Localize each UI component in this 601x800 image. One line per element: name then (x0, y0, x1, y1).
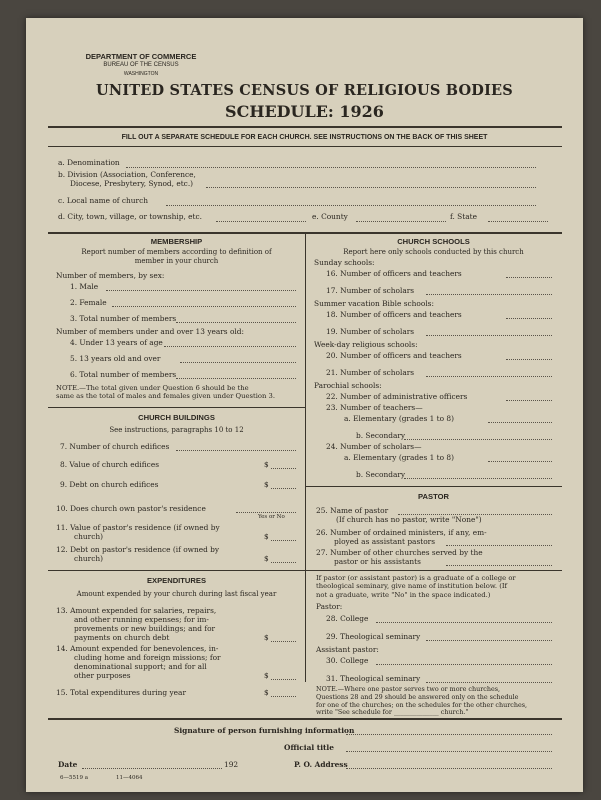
pastor-name-label: 25. Name of pastor (316, 506, 389, 515)
q23b-field[interactable] (404, 439, 552, 440)
local-name-field[interactable] (166, 205, 536, 206)
department-name: DEPARTMENT OF COMMERCE (85, 52, 197, 61)
q27-label-2: pastor or his assistants (334, 557, 421, 566)
total-members-age-label: 6. Total number of members (70, 370, 177, 379)
q23a-label: a. Elementary (grades 1 to 8) (344, 414, 455, 423)
q14-line-2: cluding home and foreign missions; for (74, 653, 221, 662)
q30-field[interactable] (376, 664, 552, 665)
q26-field[interactable] (446, 545, 552, 546)
q14-field[interactable] (271, 679, 296, 680)
summer-label: Summer vacation Bible schools: (314, 299, 434, 308)
q26-label-1: 26. Number of ordained ministers, if any, em- (316, 528, 487, 537)
over-13-field[interactable] (180, 362, 296, 363)
graduate-instructions (316, 574, 560, 599)
q22-label: 22. Number of administrative officers (326, 392, 468, 401)
residence-debt-field[interactable] (271, 562, 296, 563)
membership-sub-1: Report number of members according to definition of (81, 248, 272, 256)
bureau-name: BUREAU OF THE CENSUS (103, 62, 179, 68)
female-label: 2. Female (70, 298, 107, 307)
division-label-2: Diocese, Presbytery, Synod, etc.) (70, 179, 194, 188)
edifices-debt-dollar: $ (264, 480, 269, 489)
header-rule (48, 126, 562, 128)
q28-label: 28. College (326, 614, 369, 623)
q20-field[interactable] (506, 359, 552, 360)
q20-label: 20. Number of officers and teachers (326, 351, 462, 360)
q23a-field[interactable] (488, 422, 552, 423)
po-address-label: P. O. Address (294, 760, 348, 769)
q30-label: 30. College (326, 656, 369, 665)
q27-label-1: 27. Number of other churches served by the (316, 548, 483, 557)
parochial-label: Parochial schools: (314, 381, 382, 390)
q15-field[interactable] (271, 696, 296, 697)
total-members-label: 3. Total number of members (70, 314, 177, 323)
q13-line-3: provements or new buildings; and for (74, 624, 216, 633)
edifices-debt-field[interactable] (271, 488, 296, 489)
q13-line-4: payments on church debt (74, 633, 170, 642)
q13-dollar: $ (264, 633, 269, 642)
pastor-note-2: Questions 28 and 29 should be answered only on the schedule (316, 692, 519, 701)
pastor-note-3: for one of the churches; on the schedules for the other churches, (316, 700, 528, 709)
footer-top-rule (48, 718, 562, 720)
q13-line-1: 13. Amount expended for salaries, repairs, (56, 606, 217, 615)
county-label: e. County (312, 212, 348, 221)
residence-debt-label-2: church) (74, 554, 103, 563)
membership-note (56, 384, 301, 401)
form-number: 6—5519 a (60, 775, 89, 781)
q14-line-4: other purposes (74, 671, 131, 680)
residence-debt-dollar: $ (264, 554, 269, 563)
q24-label: 24. Number of scholars— (326, 442, 422, 451)
pastor-note (316, 686, 560, 717)
pastor-title: PASTOR (418, 492, 449, 501)
yes-no-hint: Yes or No (258, 514, 285, 520)
q14-dollar: $ (264, 671, 269, 680)
membership-sub-2: member in your church (134, 257, 219, 265)
division-field[interactable] (206, 187, 536, 188)
q21-label: 21. Number of scholars (326, 368, 415, 377)
sunday-label: Sunday schools: (314, 258, 375, 267)
edifices-debt-label: 9. Debt on church edifices (60, 480, 159, 489)
membership-bottom-rule (48, 407, 305, 408)
q15-label: 15. Total expenditures during year (56, 688, 186, 697)
q29-field[interactable] (426, 640, 552, 641)
denomination-label: a. Denomination (58, 158, 120, 167)
q17-field[interactable] (426, 294, 552, 295)
city-label: d. City, town, village, or township, etc. (58, 212, 203, 221)
census-form-sheet (26, 18, 583, 792)
q28-field[interactable] (376, 622, 552, 623)
q21-field[interactable] (426, 376, 552, 377)
graduate-inst-2: theological seminary, give name of institution below. (If (316, 582, 508, 591)
edifices-value-field[interactable] (271, 468, 296, 469)
q13-field[interactable] (271, 641, 296, 642)
membership-note-2: same as the total of males and females given under Question 3. (56, 392, 275, 401)
po-address-field[interactable] (346, 768, 552, 769)
residence-value-label-2: church) (74, 532, 103, 541)
residence-value-label-1: 11. Value of pastor's residence (if owned by (56, 523, 220, 532)
pastor-note-1: NOTE.—Where one pastor serves two or more churches, (316, 685, 501, 693)
official-title-field[interactable] (346, 751, 552, 752)
assistant-pastor-label: Assistant pastor: (316, 645, 379, 654)
q24b-field[interactable] (404, 478, 552, 479)
q23b-label: b. Secondary (356, 431, 406, 440)
female-field[interactable] (112, 306, 296, 307)
date-label: Date (58, 760, 78, 769)
expenditures-sub: Amount expended by your church during last fiscal year (76, 590, 277, 598)
department-block (66, 52, 216, 79)
column-divider (305, 232, 306, 682)
graduate-inst-3: not a graduate, write "No" in the space indicated.) (316, 590, 491, 599)
schools-bottom-rule (305, 486, 562, 487)
q19-field[interactable] (426, 335, 552, 336)
total-members-age-field[interactable] (176, 378, 296, 379)
q19-label: 19. Number of scholars (326, 327, 415, 336)
weekday-label: Week-day religious schools: (314, 340, 418, 349)
local-name-label: c. Local name of church (58, 196, 148, 205)
print-number: 11—4064 (116, 775, 143, 781)
q16-field[interactable] (506, 277, 552, 278)
schools-sub: Report here only schools conducted by this church (343, 248, 524, 256)
signature-field[interactable] (346, 734, 552, 735)
q31-label: 31. Theological seminary (326, 674, 421, 683)
form-title: UNITED STATES CENSUS OF RELIGIOUS BODIES (96, 82, 513, 99)
q14-line-1: 14. Amount expended for benevolences, in- (56, 644, 219, 653)
instructions-rule (48, 146, 562, 147)
date-field[interactable] (82, 768, 222, 769)
division-label-1: b. Division (Association, Conference, (58, 170, 196, 179)
edifices-value-dollar: $ (264, 460, 269, 469)
date-year-prefix: 192 (224, 760, 239, 769)
q24a-label: a. Elementary (grades 1 to 8) (344, 453, 455, 462)
q22-field[interactable] (506, 400, 552, 401)
graduate-inst-1: If pastor (or assistant pastor) is a graduate of a college or (316, 574, 516, 582)
q18-field[interactable] (506, 318, 552, 319)
q31-field[interactable] (426, 682, 552, 683)
members-by-age-label: Number of members under and over 13 years old: (56, 327, 244, 336)
pastor-label: Pastor: (316, 602, 343, 611)
city-name: WASHINGTON (123, 71, 159, 77)
q18-label: 18. Number of officers and teachers (326, 310, 462, 319)
over-13-label: 5. 13 years old and over (70, 354, 161, 363)
q23-label: 23. Number of teachers— (326, 403, 423, 412)
state-label: f. State (450, 212, 477, 221)
under-13-label: 4. Under 13 years of age (70, 338, 163, 347)
q27-field[interactable] (446, 565, 552, 566)
edifices-count-field[interactable] (176, 450, 296, 451)
male-field[interactable] (106, 290, 296, 291)
pastor-note-4: write "See schedule for ______________ church." (316, 708, 469, 717)
membership-note-1: NOTE.—The total given under Question 6 should be the (56, 384, 249, 392)
signature-label: Signature of person furnishing information (174, 726, 355, 735)
owns-residence-label: 10. Does church own pastor's residence (56, 504, 206, 513)
male-label: 1. Male (70, 282, 99, 291)
fill-instructions: FILL OUT A SEPARATE SCHEDULE FOR EACH CHURCH. SEE INSTRUCTIONS ON THE BACK OF THIS SHEET (121, 134, 488, 141)
members-by-sex-label: Number of members, by sex: (56, 271, 165, 280)
residence-value-dollar: $ (264, 532, 269, 541)
q16-label: 16. Number of officers and teachers (326, 269, 462, 278)
buildings-bottom-rule (48, 570, 305, 571)
q17-label: 17. Number of scholars (326, 286, 415, 295)
schools-title: CHURCH SCHOOLS (397, 237, 470, 246)
state-field[interactable] (488, 221, 548, 222)
total-members-field[interactable] (176, 322, 296, 323)
q15-dollar: $ (264, 688, 269, 697)
denomination-field[interactable] (126, 167, 536, 168)
edifices-value-label: 8. Value of church edifices (60, 460, 159, 469)
q29-label: 29. Theological seminary (326, 632, 421, 641)
membership-title: MEMBERSHIP (150, 237, 203, 246)
residence-value-field[interactable] (271, 540, 296, 541)
edifices-count-label: 7. Number of church edifices (60, 442, 170, 451)
expenditures-title: EXPENDITURES (146, 576, 207, 585)
pastor-name-note: (If church has no pastor, write "None") (336, 515, 482, 524)
buildings-sub: See instructions, paragraphs 10 to 12 (109, 426, 244, 434)
residence-debt-label-1: 12. Debt on pastor's residence (if owned by (56, 545, 220, 554)
county-field[interactable] (356, 221, 446, 222)
official-title-label: Official title (284, 743, 334, 752)
buildings-title: CHURCH BUILDINGS (138, 413, 215, 422)
q13-line-2: and other running expenses; for im- (74, 615, 209, 624)
under-13-field[interactable] (164, 346, 296, 347)
pastor-mid-rule (305, 570, 562, 571)
q26-label-2: ployed as assistant pastors (334, 537, 436, 546)
q14-line-3: denominational support; and for all (74, 662, 207, 671)
schedule-title: SCHEDULE: 1926 (225, 102, 384, 121)
q24a-field[interactable] (488, 461, 552, 462)
q24b-label: b. Secondary (356, 470, 406, 479)
city-field[interactable] (216, 221, 306, 222)
